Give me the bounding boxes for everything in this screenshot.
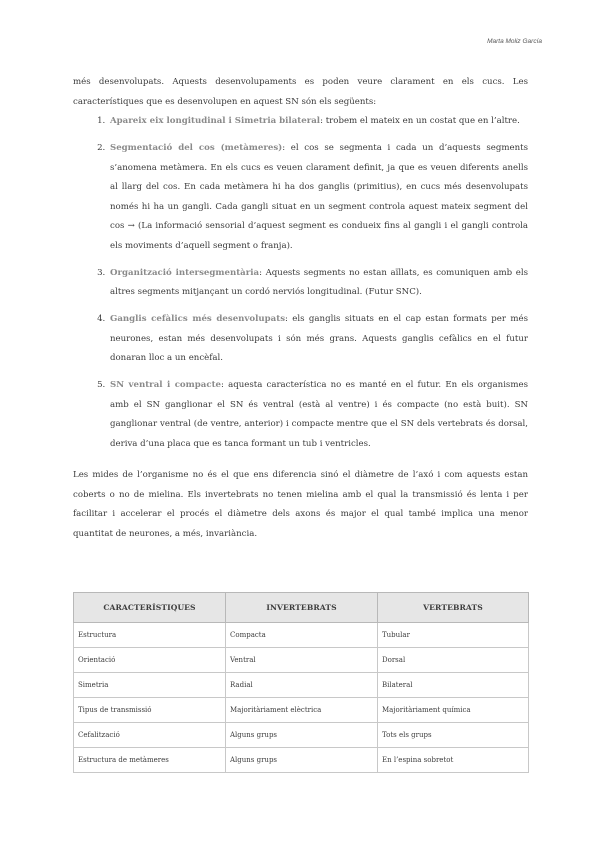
table-row [74,748,529,773]
table-cell: Tubular [378,623,529,648]
list-item [108,264,528,303]
table-cell: Alguns grups [226,748,378,773]
table-cell: Simetria [74,673,226,698]
list-item-text: : el cos se segmenta i cada un d’aquests segments s’anomena metàmera. En els cucs es veuen clarament definit, ja que es veuen diferents anells al llarg del cos. En cada metàmera hi ha dos ganglis (primitius), en cucs més desenvolupats només hi ha un gangli. Cada gangli situat en un segment controla aquest mateix segment del cos → (La informació sensorial d’aquest segment es condueix fins al gangli i el gangli controla els moviments d’aquell segment o franja). [110,143,528,251]
table-cell: Cefalització [74,723,226,748]
list-item-term: Segmentació del cos (metàmeres) [110,143,283,153]
comparison-table [73,592,529,773]
characteristics-list [73,112,528,454]
list-item-text: : trobem el mateix en un costat que en l’altre. [320,116,520,126]
table-cell: Tipus de transmissió [74,698,226,723]
list-item-text: : els ganglis situats en el cap estan formats per més neurones, estan més desenvolupats i són més grans. Aquests ganglis cefàlics en el futur donaran lloc a un encèfal. [110,314,528,363]
table-cell: Majoritàriament elèctrica [226,698,378,723]
list-item-term: Organització intersegmentària [110,267,260,278]
table-header-row [74,593,529,623]
table-cell: En l’espina sobretot [378,748,529,773]
table-cell: Orientació [74,648,226,673]
table-cell: Ventral [226,648,378,673]
table-cell: Estructura de metàmeres [74,748,226,773]
table-cell: Bilateral [378,673,529,698]
table-cell: Tots els grups [378,723,529,748]
table-cell: Majoritàriament química [378,698,529,723]
table-row [74,723,529,748]
list-item [108,139,528,256]
list-item [108,112,528,132]
author-header: Marta Moliz García [487,38,542,45]
document-body [73,73,528,544]
list-item-term: SN ventral i compacte [110,380,222,390]
column-header: CARACTERÍSTIQUES [74,593,226,623]
list-item-term: Apareix eix longitudinal i Simetria bilateral [110,116,321,126]
list-item-term: Ganglis cefàlics més desenvolupats [110,314,286,324]
table-row [74,648,529,673]
list-item-text: : aquesta característica no es manté en el futur. En els organismes amb el SN ganglionar el SN és ventral (està al ventre) i és compacte (no està buit). SN ganglionar ventral (de ventre, anterior) i compacte mentre que el SN dels vertebrats és dorsal, deriva d’una placa que es tanca formant un tub i ventricles. [110,380,528,449]
column-header: INVERTEBRATS [226,593,378,623]
list-item [108,376,528,454]
table-row [74,698,529,723]
table-cell: Alguns grups [226,723,378,748]
list-item-text: : Aquests segments no estan aïllats, es comuniquen amb els altres segments mitjançant un cordó nerviós longitudinal. (Futur SNC). [110,267,528,297]
myelin-paragraph: Les mides de l’organisme no és el que ens diferencia sinó el diàmetre de l’axó i com aquests estan coberts o no de mielina. Els invertebrats no tenen mielina amb el qual la transmissió és lenta i per facilitar i accelerar el procés el diàmetre dels axons és major el qual també implica una menor quantitat de neurones, a més, invariància. [73,470,528,539]
table-row [74,673,529,698]
table-cell: Estructura [74,623,226,648]
table-cell: Radial [226,673,378,698]
list-item [108,310,528,369]
column-header: VERTEBRATS [378,593,529,623]
table-cell: Dorsal [378,648,529,673]
table-row [74,623,529,648]
intro-paragraph: més desenvolupats. Aquests desenvolupaments es poden veure clarament en els cucs. Les característiques que es desenvolupen en aquest SN són els següents: [73,77,528,107]
table-cell: Compacta [226,623,378,648]
